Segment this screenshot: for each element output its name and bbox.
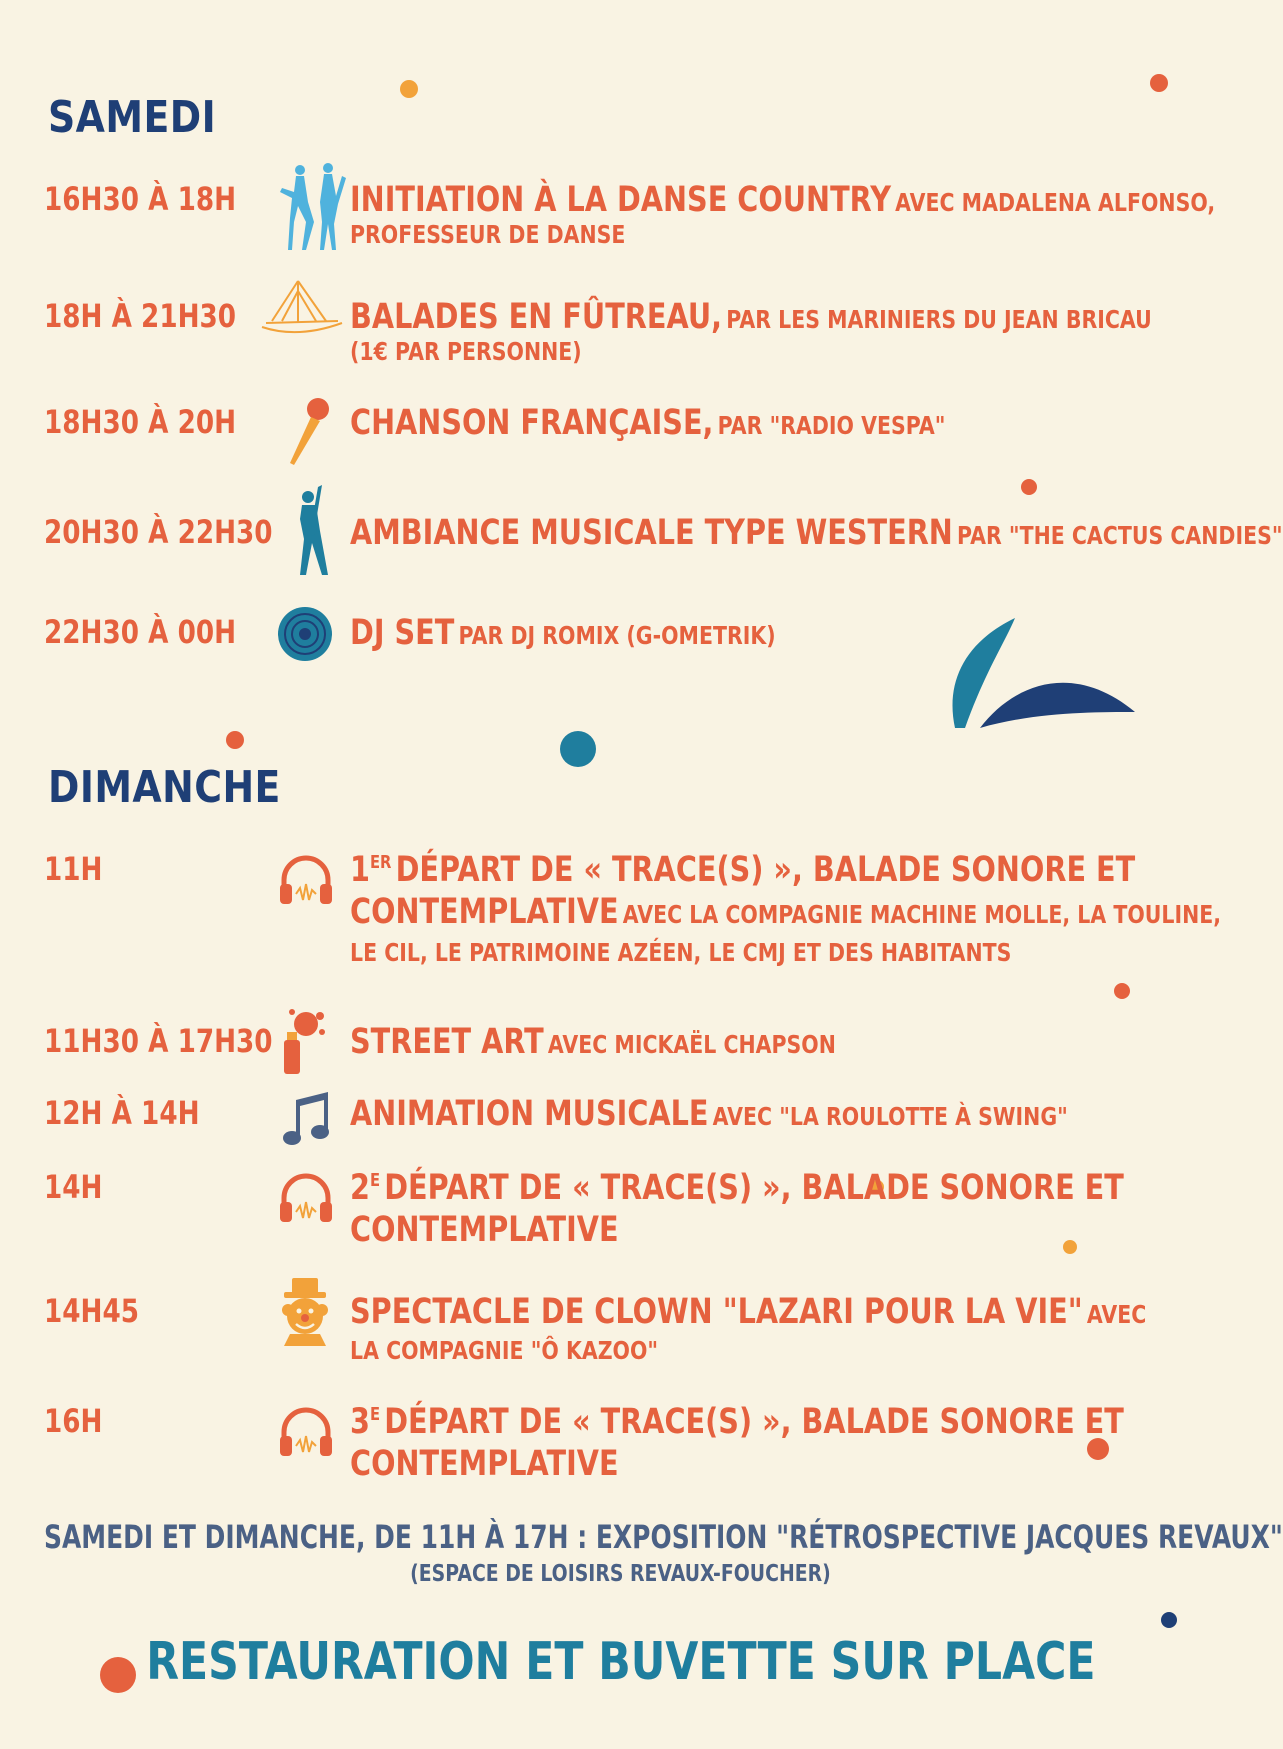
- event-time: 22H30 À 00H: [44, 613, 237, 651]
- exhibition-note: SAMEDI ET DIMANCHE, DE 11H À 17H : EXPOSITION "RÉTROSPECTIVE JACQUES REVAUX": [44, 1518, 1283, 1556]
- event-time: 11H: [44, 850, 103, 888]
- event-title: INITIATION À LA DANSE COUNTRY: [350, 180, 891, 220]
- event-number: 3: [350, 1402, 370, 1442]
- event-time: 16H30 À 18H: [44, 180, 237, 218]
- event-description: [350, 1094, 1252, 1134]
- event-detail: PAR "RADIO VESPA": [717, 411, 946, 440]
- event-title-2: CONTEMPLATIVE: [350, 1444, 619, 1484]
- event-detail-2: PROFESSEUR DE DANSE: [350, 220, 626, 249]
- event-title: AMBIANCE MUSICALE TYPE WESTERN: [350, 513, 953, 553]
- event-detail: AVEC "LA ROULOTTE À SWING": [712, 1102, 1068, 1131]
- headphones-icon: [276, 850, 336, 910]
- event-title: DJ SET: [350, 613, 455, 653]
- event-description: [350, 1402, 1252, 1484]
- catering-text: RESTAURATION ET BUVETTE SUR PLACE: [145, 1632, 1096, 1692]
- event-detail: PAR DJ ROMIX (G-OMETRIK): [458, 621, 776, 650]
- venue-note: [0, 1561, 1241, 1587]
- event-title: SPECTACLE DE CLOWN "LAZARI POUR LA VIE": [350, 1292, 1083, 1332]
- event-description: [350, 613, 1252, 653]
- event-time: 20H30 À 22H30: [44, 513, 273, 551]
- vinyl-record-icon: [276, 605, 334, 663]
- event-title: DÉPART DE « TRACE(S) », BALADE SONORE ET: [395, 850, 1136, 890]
- saturday-heading: SAMEDI: [48, 92, 217, 143]
- event-number: 2: [350, 1168, 370, 1208]
- event-title: DÉPART DE « TRACE(S) », BALADE SONORE ET: [384, 1168, 1124, 1208]
- decorative-dot: [1161, 1612, 1177, 1628]
- event-time: 16H: [44, 1402, 103, 1440]
- decorative-dot: [400, 80, 418, 98]
- dancers-icon: [270, 162, 360, 252]
- event-description: [350, 1292, 1252, 1365]
- headphones-icon: [276, 1168, 336, 1228]
- clown-icon: [278, 1276, 332, 1348]
- event-title: CHANSON FRANÇAISE,: [350, 403, 714, 443]
- event-time: 11H30 À 17H30: [44, 1022, 273, 1060]
- decorative-dot: [1150, 74, 1168, 92]
- event-detail: AVEC LA COMPAGNIE MACHINE MOLLE, LA TOULINE,: [622, 900, 1222, 929]
- decorative-dot: [226, 731, 244, 749]
- venue-text: (ESPACE DE LOISIRS REVAUX-FOUCHER): [410, 1561, 831, 1587]
- event-description: [350, 513, 1283, 553]
- event-number: 1: [350, 850, 370, 890]
- event-title: ANIMATION MUSICALE: [350, 1094, 709, 1134]
- event-time: 18H À 21H30: [44, 297, 237, 335]
- event-time: 18H30 À 20H: [44, 403, 237, 441]
- catering-banner: [0, 1632, 1241, 1692]
- event-detail: AVEC MADALENA ALFONSO,: [895, 188, 1216, 217]
- event-detail-2: LA COMPAGNIE "Ô KAZOO": [350, 1336, 659, 1365]
- event-detail: AVEC: [1086, 1300, 1147, 1329]
- event-ordinal: ER: [369, 852, 392, 873]
- event-ordinal: E: [369, 1170, 381, 1191]
- headphones-icon: [276, 1402, 336, 1462]
- boat-icon: [258, 277, 344, 347]
- event-detail: PAR LES MARINIERS DU JEAN BRICAU: [726, 305, 1152, 334]
- event-description: [350, 297, 1252, 366]
- decorative-dot: [1114, 983, 1130, 999]
- event-title: BALADES EN FÛTREAU,: [350, 297, 723, 337]
- event-detail: PAR "THE CACTUS CANDIES": [956, 521, 1283, 550]
- event-description: [350, 1168, 1252, 1250]
- decorative-dot: [560, 731, 596, 767]
- event-detail-2: (1€ PAR PERSONNE): [350, 337, 582, 366]
- decorative-dot: [1021, 479, 1037, 495]
- event-description: [350, 1022, 1252, 1062]
- event-detail-2: LE CIL, LE PATRIMOINE AZÉEN, LE CMJ ET DES HABITANTS: [350, 938, 1012, 967]
- event-description: [350, 403, 1252, 443]
- event-description: [350, 180, 1252, 249]
- event-description: [350, 850, 1252, 967]
- event-time: 14H45: [44, 1292, 139, 1330]
- event-title-2: CONTEMPLATIVE: [350, 892, 619, 932]
- music-note-icon: [280, 1088, 334, 1148]
- microphone-icon: [280, 395, 340, 471]
- event-time: 14H: [44, 1168, 103, 1206]
- event-time: 12H À 14H: [44, 1094, 200, 1132]
- event-title: DÉPART DE « TRACE(S) », BALADE SONORE ET: [384, 1402, 1124, 1442]
- event-title-2: CONTEMPLATIVE: [350, 1210, 619, 1250]
- guitarist-icon: [288, 483, 338, 579]
- event-ordinal: E: [369, 1404, 381, 1425]
- sunday-heading: DIMANCHE: [48, 762, 281, 813]
- spray-can-icon: [270, 1002, 330, 1078]
- event-detail: AVEC MICKAËL CHAPSON: [547, 1030, 836, 1059]
- event-title: STREET ART: [350, 1022, 544, 1062]
